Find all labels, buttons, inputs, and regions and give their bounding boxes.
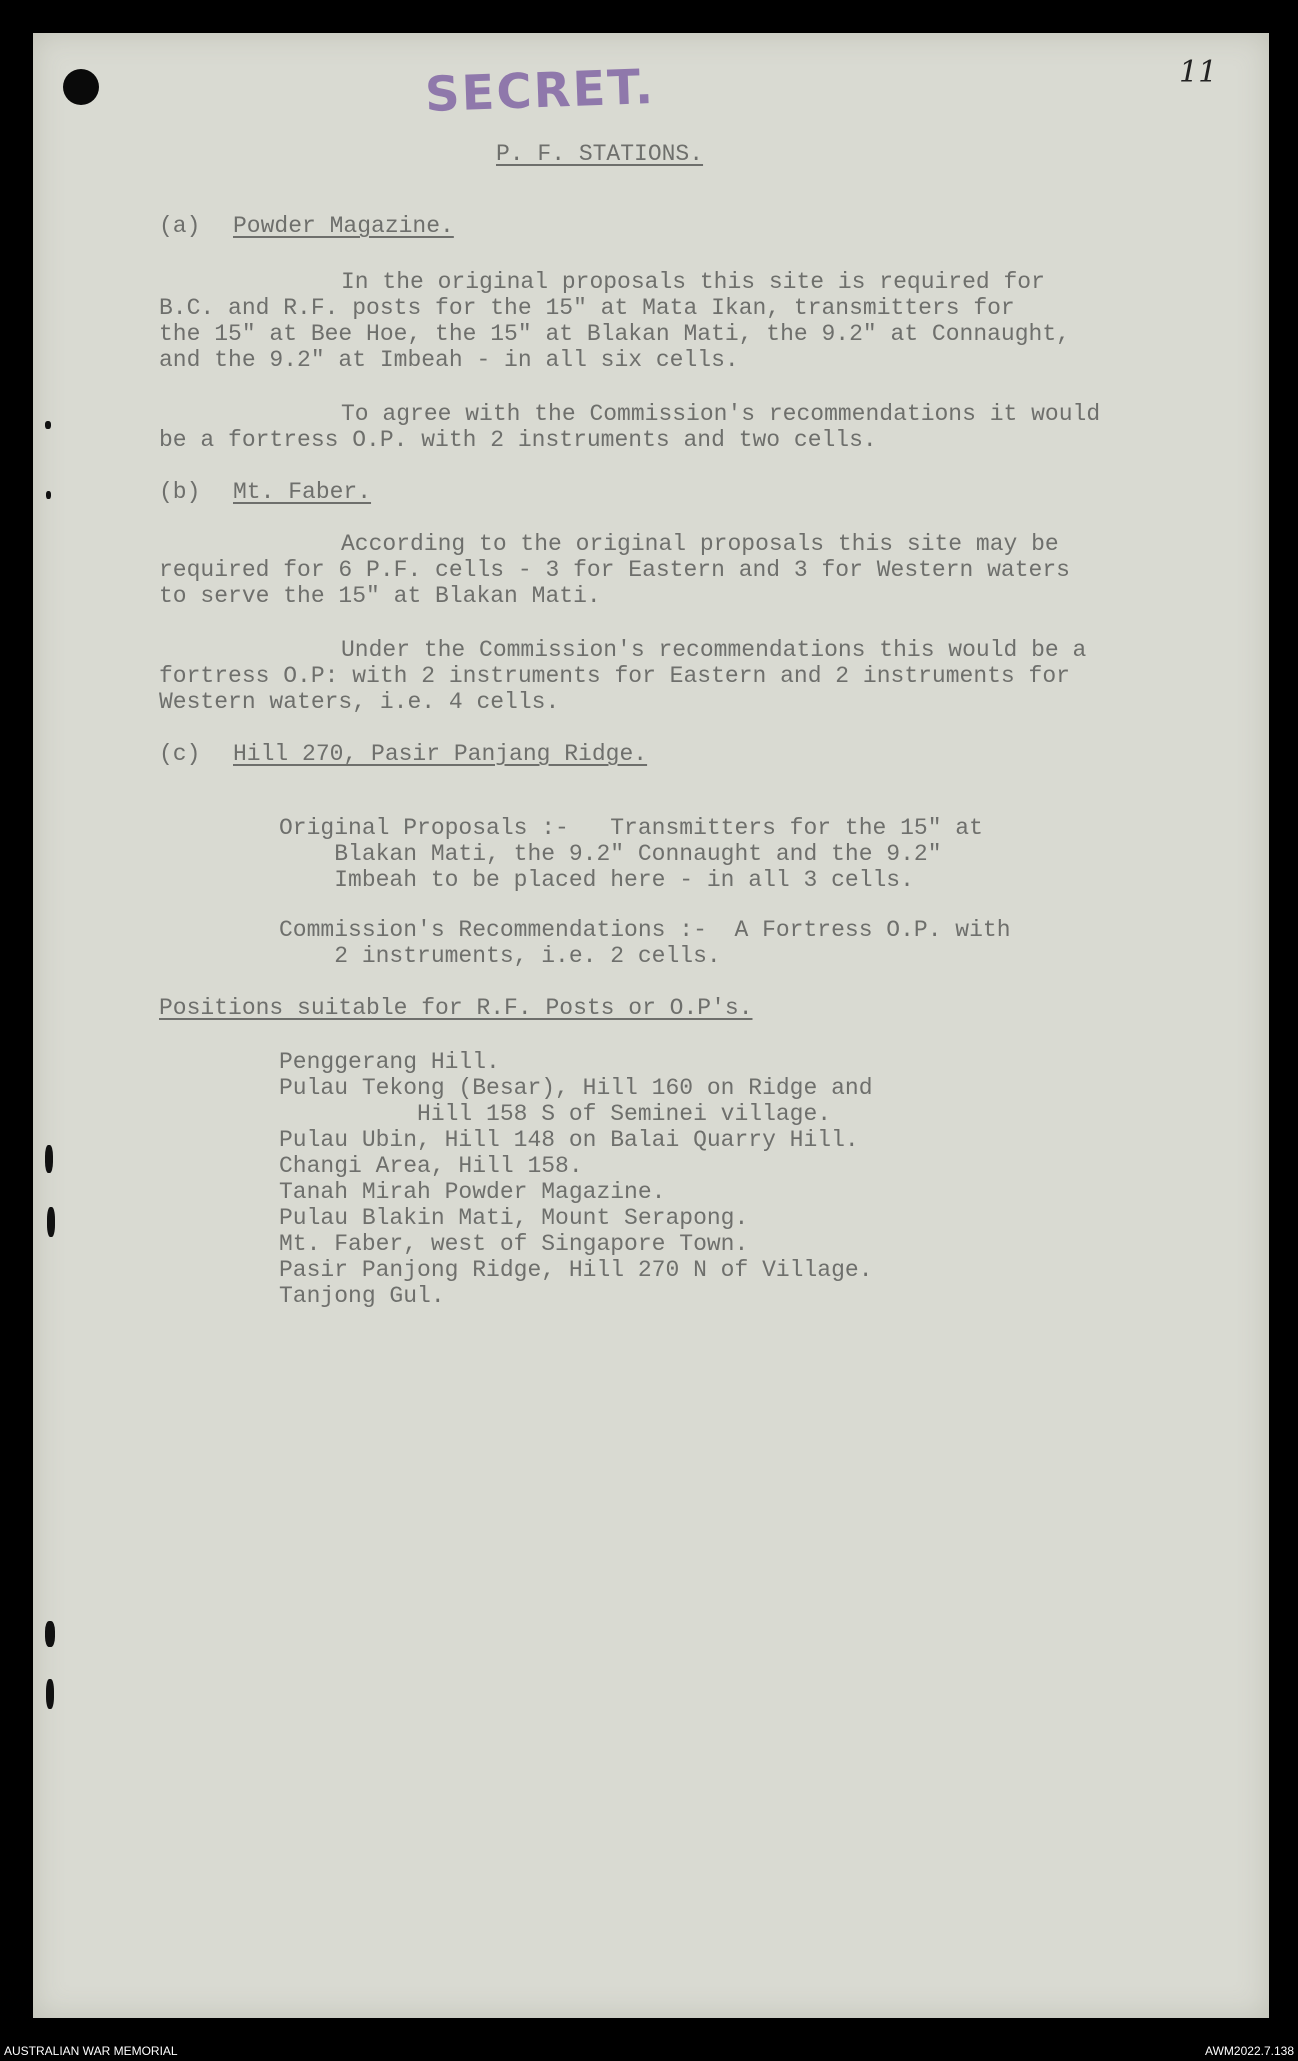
section-a-text-line: To agree with the Commission's recommendations it would (341, 401, 1101, 427)
binding-mark (45, 421, 51, 429)
section-a-heading: Powder Magazine. (233, 213, 454, 239)
section-b-text-line: required for 6 P.F. cells - 3 for Eastern and 3 for Western waters (159, 557, 1070, 583)
section-b-heading: Mt. Faber. (233, 479, 372, 505)
positions-heading: Positions suitable for R.F. Posts or O.P's. (159, 995, 753, 1021)
punch-hole (63, 69, 99, 105)
section-c-text-line: Blakan Mati, the 9.2" Connaught and the 9.2" (279, 841, 942, 867)
section-c-text-line: Commission's Recommendations :- A Fortress O.P. with (279, 917, 1011, 943)
section-b-text-line: Under the Commission's recommendations this would be a (341, 637, 1087, 663)
position-item: Tanah Mirah Powder Magazine. (279, 1179, 666, 1205)
section-b-label: (b) (159, 479, 201, 505)
position-item: Pulau Ubin, Hill 148 on Balai Quarry Hill. (279, 1127, 859, 1153)
section-c-text-line: Original Proposals :- Transmitters for the 15" at (279, 815, 983, 841)
position-item: Changi Area, Hill 158. (279, 1153, 583, 1179)
section-b-text-line: to serve the 15" at Blakan Mati. (159, 583, 601, 609)
section-c-text-line: 2 instruments, i.e. 2 cells. (279, 943, 721, 969)
binding-mark (46, 491, 51, 499)
section-a-text-line: and the 9.2" at Imbeah - in all six cells. (159, 347, 739, 373)
binding-mark (45, 1621, 55, 1647)
position-item: Mt. Faber, west of Singapore Town. (279, 1231, 749, 1257)
section-a-text-line: be a fortress O.P. with 2 instruments and two cells. (159, 427, 877, 453)
footer-credit: AUSTRALIAN WAR MEMORIAL (4, 2044, 178, 2058)
position-item: Tanjong Gul. (279, 1283, 445, 1309)
secret-stamp: SECRET. (424, 59, 656, 123)
section-a-text-line: the 15" at Bee Hoe, the 15" at Blakan Mati, the 9.2" at Connaught, (159, 321, 1070, 347)
section-c-label: (c) (159, 741, 201, 767)
section-b-text-line: fortress O.P: with 2 instruments for Eastern and 2 instruments for (159, 663, 1070, 689)
binding-mark (46, 1679, 54, 1709)
position-item: Hill 158 S of Seminei village. (279, 1101, 832, 1127)
section-b-text-line: According to the original proposals this site may be (341, 531, 1059, 557)
section-a-text-line: B.C. and R.F. posts for the 15" at Mata Ikan, transmitters for (159, 295, 1015, 321)
section-b-text-line: Western waters, i.e. 4 cells. (159, 689, 560, 715)
section-c-heading: Hill 270, Pasir Panjang Ridge. (233, 741, 648, 767)
position-item: Pulau Blakin Mati, Mount Serapong. (279, 1205, 749, 1231)
page-title: P. F. STATIONS. (496, 141, 704, 167)
document-page (33, 33, 1269, 2018)
section-a-text-line: In the original proposals this site is required for (341, 269, 1045, 295)
page-number: 11 (1179, 55, 1218, 90)
binding-mark (47, 1207, 55, 1237)
position-item: Penggerang Hill. (279, 1049, 500, 1075)
section-c-text-line: Imbeah to be placed here - in all 3 cells. (279, 867, 914, 893)
position-item: Pulau Tekong (Besar), Hill 160 on Ridge and (279, 1075, 873, 1101)
binding-mark (45, 1145, 53, 1173)
section-a-label: (a) (159, 213, 201, 239)
position-item: Pasir Panjong Ridge, Hill 270 N of Village. (279, 1257, 873, 1283)
footer-reference: AWM2022.7.138 (1205, 2044, 1294, 2058)
